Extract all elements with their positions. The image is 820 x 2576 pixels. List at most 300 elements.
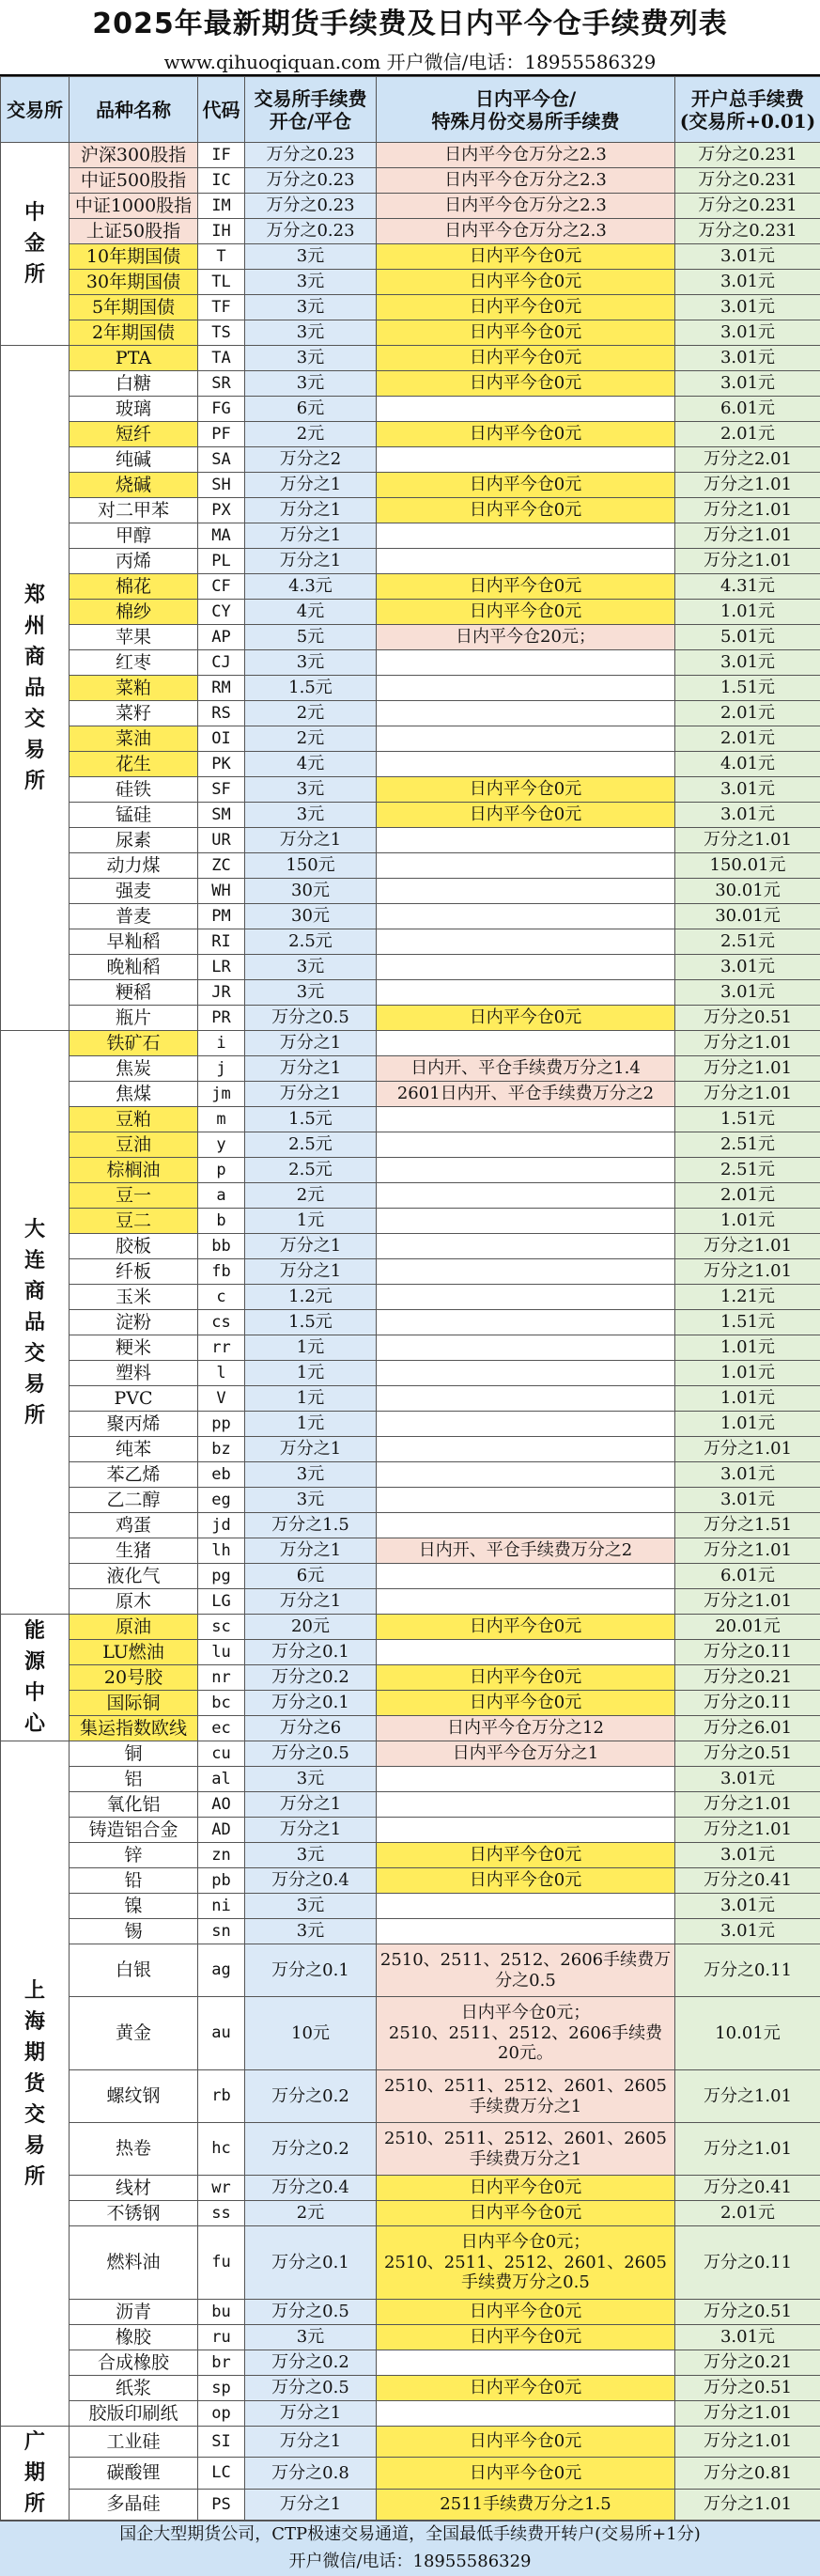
- total-fee: 1.51元: [675, 1107, 820, 1132]
- total-fee: 1.01元: [675, 1361, 820, 1386]
- intraday-fee: 日内平今仓0元: [377, 1691, 675, 1716]
- exchange-fee: 3元: [245, 270, 377, 295]
- product-code: LC: [198, 2458, 245, 2489]
- table-row: [1, 1767, 820, 1792]
- product-code: lu: [198, 1640, 245, 1665]
- footer-line-2: 开户微信/电话：18955586329: [288, 2549, 531, 2576]
- total-fee: 3.01元: [675, 371, 820, 397]
- table-row: [1, 498, 820, 523]
- product-name: 花生: [70, 752, 198, 777]
- exchange-fee: 万分之1.5: [245, 1513, 377, 1538]
- intraday-fee: 日内平今仓0元: [377, 244, 675, 270]
- intraday-fee: 2510、2511、2512、2601、2605手续费万分之1: [377, 2070, 675, 2123]
- total-fee: 3.01元: [675, 803, 820, 828]
- product-code: MA: [198, 523, 245, 549]
- total-fee: 3.01元: [675, 2325, 820, 2350]
- table-row: [1, 422, 820, 447]
- product-code: ZC: [198, 853, 245, 879]
- intraday-fee: 日内平今仓0元: [377, 1868, 675, 1894]
- product-name: 碳酸锂: [70, 2458, 198, 2489]
- intraday-fee: 日内开、平仓手续费万分之2: [377, 1538, 675, 1564]
- total-fee: 万分之0.231: [675, 143, 820, 168]
- table-row: [1, 1538, 820, 1564]
- exchange-fee: 1元: [245, 1209, 377, 1234]
- header-code: 代码: [198, 77, 245, 143]
- product-code: eg: [198, 1488, 245, 1513]
- intraday-fee: [377, 397, 675, 422]
- total-fee: 万分之0.51: [675, 2300, 820, 2325]
- exchange-fee: 3元: [245, 371, 377, 397]
- product-name: 螺纹钢: [70, 2070, 198, 2123]
- product-code: pb: [198, 1868, 245, 1894]
- exchange-fee: 万分之1: [245, 473, 377, 498]
- product-name: 塑料: [70, 1361, 198, 1386]
- product-code: PM: [198, 904, 245, 929]
- table-row: [1, 828, 820, 853]
- product-code: AO: [198, 1792, 245, 1818]
- total-fee: 万分之1.01: [675, 1259, 820, 1285]
- total-fee: 万分之6.01: [675, 1716, 820, 1741]
- table-row: [1, 1716, 820, 1741]
- exchange-fee: 1.5元: [245, 676, 377, 701]
- total-fee: 万分之0.231: [675, 219, 820, 244]
- product-name: 菜油: [70, 726, 198, 752]
- total-fee: 5.01元: [675, 625, 820, 650]
- total-fee: 万分之1.01: [675, 2401, 820, 2427]
- product-name: 纯碱: [70, 447, 198, 473]
- product-name: 玉米: [70, 1285, 198, 1310]
- exchange-fee: 万分之2: [245, 447, 377, 473]
- table-row: [1, 2350, 820, 2376]
- product-name: 热卷: [70, 2123, 198, 2176]
- total-fee: 万分之0.51: [675, 2376, 820, 2401]
- total-fee: 万分之0.11: [675, 1944, 820, 1997]
- exchange-fee: 1元: [245, 1386, 377, 1412]
- intraday-fee: 日内开、平仓手续费万分之1.4: [377, 1056, 675, 1082]
- product-code: p: [198, 1158, 245, 1183]
- table-row: [1, 346, 820, 371]
- product-name: 胶版印刷纸: [70, 2401, 198, 2427]
- intraday-fee: [377, 1234, 675, 1259]
- intraday-fee: [377, 1310, 675, 1335]
- product-code: a: [198, 1183, 245, 1209]
- product-code: al: [198, 1767, 245, 1792]
- product-name: 红枣: [70, 650, 198, 676]
- total-fee: 2.51元: [675, 1132, 820, 1158]
- total-fee: 万分之1.01: [675, 1589, 820, 1615]
- product-name: 粳米: [70, 1335, 198, 1361]
- intraday-fee: 日内平今仓0元: [377, 2458, 675, 2489]
- table-row: [1, 726, 820, 752]
- table-row: [1, 2226, 820, 2300]
- exchange-fee: 3元: [245, 1919, 377, 1944]
- header-intraday: 日内平今仓/ 特殊月份交易所手续费: [377, 77, 675, 143]
- table-row: [1, 1031, 820, 1056]
- exchange-fee: 万分之0.5: [245, 2376, 377, 2401]
- intraday-fee: [377, 1818, 675, 1843]
- product-name: 苯乙烯: [70, 1462, 198, 1488]
- table-row: [1, 1818, 820, 1843]
- total-fee: 2.01元: [675, 422, 820, 447]
- product-name: 上证50股指: [70, 219, 198, 244]
- table-row: [1, 1513, 820, 1538]
- exchange-fee: 3元: [245, 2325, 377, 2350]
- product-name: 菜籽: [70, 701, 198, 726]
- product-code: IM: [198, 194, 245, 219]
- total-fee: 3.01元: [675, 270, 820, 295]
- product-code: zn: [198, 1843, 245, 1868]
- intraday-fee: 日内平今仓0元； 2510、2511、2512、2606手续费20元。: [377, 1997, 675, 2070]
- exchange-cell: [1, 1031, 70, 1615]
- table-row: [1, 1285, 820, 1310]
- product-code: T: [198, 244, 245, 270]
- exchange-fee: 万分之0.2: [245, 2070, 377, 2123]
- exchange-fee: 万分之1: [245, 523, 377, 549]
- total-fee: 10.01元: [675, 1997, 820, 2070]
- product-name: 晚籼稻: [70, 955, 198, 980]
- table-row: [1, 701, 820, 726]
- fee-table: [0, 76, 820, 2521]
- table-row: [1, 904, 820, 929]
- intraday-fee: [377, 2350, 675, 2376]
- exchange-fee: 万分之0.2: [245, 2123, 377, 2176]
- table-row: [1, 676, 820, 701]
- intraday-fee: [377, 1513, 675, 1538]
- intraday-fee: [377, 447, 675, 473]
- table-row: [1, 1107, 820, 1132]
- product-name: 液化气: [70, 1564, 198, 1589]
- intraday-fee: 日内平今仓0元: [377, 1615, 675, 1640]
- product-code: TL: [198, 270, 245, 295]
- footer: [0, 2521, 820, 2576]
- product-code: nr: [198, 1665, 245, 1691]
- intraday-fee: [377, 1285, 675, 1310]
- exchange-fee: 3元: [245, 1767, 377, 1792]
- exchange-fee: 4.3元: [245, 574, 377, 600]
- table-row: [1, 168, 820, 194]
- product-name: 中证1000股指: [70, 194, 198, 219]
- intraday-fee: [377, 1361, 675, 1386]
- table-row: [1, 1589, 820, 1615]
- product-name: 原油: [70, 1615, 198, 1640]
- product-code: rr: [198, 1335, 245, 1361]
- product-code: PK: [198, 752, 245, 777]
- table-row: [1, 397, 820, 422]
- product-name: 不锈钢: [70, 2201, 198, 2226]
- product-name: 锌: [70, 1843, 198, 1868]
- intraday-fee: 日内平今仓0元: [377, 422, 675, 447]
- table-row: [1, 574, 820, 600]
- total-fee: 150.01元: [675, 853, 820, 879]
- exchange-fee: 万分之1: [245, 1056, 377, 1082]
- product-code: au: [198, 1997, 245, 2070]
- exchange-fee: 3元: [245, 777, 377, 803]
- product-code: pp: [198, 1412, 245, 1437]
- product-name: 黄金: [70, 1997, 198, 2070]
- total-fee: 万分之1.01: [675, 1818, 820, 1843]
- total-fee: 3.01元: [675, 980, 820, 1006]
- table-row: [1, 2201, 820, 2226]
- product-name: 镍: [70, 1894, 198, 1919]
- exchange-fee: 3元: [245, 955, 377, 980]
- table-row: [1, 600, 820, 625]
- product-name: 动力煤: [70, 853, 198, 879]
- product-code: br: [198, 2350, 245, 2376]
- intraday-fee: [377, 1259, 675, 1285]
- product-name: 2年期国债: [70, 320, 198, 346]
- product-code: fb: [198, 1259, 245, 1285]
- product-code: l: [198, 1361, 245, 1386]
- table-row: [1, 447, 820, 473]
- product-name: 纯苯: [70, 1437, 198, 1462]
- product-name: 胶板: [70, 1234, 198, 1259]
- intraday-fee: [377, 523, 675, 549]
- total-fee: 2.51元: [675, 929, 820, 955]
- table-row: [1, 625, 820, 650]
- product-code: m: [198, 1107, 245, 1132]
- intraday-fee: [377, 752, 675, 777]
- product-name: 聚丙烯: [70, 1412, 198, 1437]
- product-code: RS: [198, 701, 245, 726]
- product-code: SM: [198, 803, 245, 828]
- exchange-fee: 万分之1: [245, 2427, 377, 2458]
- exchange-fee: 1元: [245, 1412, 377, 1437]
- product-name: 10年期国债: [70, 244, 198, 270]
- exchange-fee: 3元: [245, 803, 377, 828]
- product-name: PVC: [70, 1386, 198, 1412]
- total-fee: 3.01元: [675, 1462, 820, 1488]
- exchange-fee: 万分之0.2: [245, 2350, 377, 2376]
- exchange-fee: 10元: [245, 1997, 377, 2070]
- total-fee: 万分之0.51: [675, 1006, 820, 1031]
- table-row: [1, 929, 820, 955]
- product-name: 沥青: [70, 2300, 198, 2325]
- table-row: [1, 1158, 820, 1183]
- total-fee: 6.01元: [675, 1564, 820, 1589]
- exchange-fee: 3元: [245, 244, 377, 270]
- intraday-fee: [377, 879, 675, 904]
- exchange-fee: 4元: [245, 752, 377, 777]
- exchange-name: 中金所: [23, 197, 46, 290]
- exchange-fee: 3元: [245, 1843, 377, 1868]
- table-row: [1, 371, 820, 397]
- total-fee: 1.01元: [675, 1335, 820, 1361]
- table-row: [1, 1462, 820, 1488]
- exchange-fee: 3元: [245, 295, 377, 320]
- product-code: eb: [198, 1462, 245, 1488]
- table-row: [1, 2123, 820, 2176]
- table-row: [1, 2427, 820, 2458]
- product-code: IF: [198, 143, 245, 168]
- product-name: 多晶硅: [70, 2489, 198, 2520]
- intraday-fee: [377, 1589, 675, 1615]
- product-code: b: [198, 1209, 245, 1234]
- total-fee: 万分之1.01: [675, 828, 820, 853]
- exchange-fee: 150元: [245, 853, 377, 879]
- fee-table-body: [1, 143, 820, 2521]
- exchange-fee: 万分之1: [245, 1082, 377, 1107]
- product-code: TA: [198, 346, 245, 371]
- product-name: 烧碱: [70, 473, 198, 498]
- total-fee: 万分之1.01: [675, 2123, 820, 2176]
- exchange-fee: 5元: [245, 625, 377, 650]
- product-name: LU燃油: [70, 1640, 198, 1665]
- product-name: 线材: [70, 2176, 198, 2201]
- product-code: LG: [198, 1589, 245, 1615]
- product-name: 豆一: [70, 1183, 198, 1209]
- product-name: 棕榈油: [70, 1158, 198, 1183]
- intraday-fee: 日内平今仓0元: [377, 320, 675, 346]
- header-total: 开户总手续费 (交易所+0.01): [675, 77, 820, 143]
- total-fee: 2.01元: [675, 701, 820, 726]
- exchange-fee: 1.5元: [245, 1310, 377, 1335]
- product-code: bu: [198, 2300, 245, 2325]
- product-code: bc: [198, 1691, 245, 1716]
- table-row: [1, 1335, 820, 1361]
- table-row: [1, 752, 820, 777]
- product-code: bb: [198, 1234, 245, 1259]
- product-code: op: [198, 2401, 245, 2427]
- intraday-fee: [377, 726, 675, 752]
- table-row: [1, 1386, 820, 1412]
- total-fee: 万分之1.01: [675, 1538, 820, 1564]
- total-fee: 1.51元: [675, 1310, 820, 1335]
- table-row: [1, 1741, 820, 1767]
- total-fee: 3.01元: [675, 650, 820, 676]
- exchange-name: 大连商品交易所: [23, 1214, 46, 1431]
- exchange-fee: 万分之0.23: [245, 219, 377, 244]
- intraday-fee: 日内平今仓0元: [377, 1843, 675, 1868]
- total-fee: 3.01元: [675, 295, 820, 320]
- header-exchange: 交易所: [1, 77, 70, 143]
- product-code: cs: [198, 1310, 245, 1335]
- intraday-fee: [377, 929, 675, 955]
- total-fee: 万分之1.01: [675, 1792, 820, 1818]
- product-code: RI: [198, 929, 245, 955]
- exchange-fee: 万分之1: [245, 549, 377, 574]
- product-name: 丙烯: [70, 549, 198, 574]
- product-code: hc: [198, 2123, 245, 2176]
- total-fee: 30.01元: [675, 904, 820, 929]
- total-fee: 万分之1.01: [675, 549, 820, 574]
- total-fee: 1.01元: [675, 600, 820, 625]
- total-fee: 万分之0.81: [675, 2458, 820, 2489]
- total-fee: 万分之0.51: [675, 1741, 820, 1767]
- table-row: [1, 2176, 820, 2201]
- product-name: 菜粕: [70, 676, 198, 701]
- exchange-cell: [1, 2427, 70, 2521]
- exchange-fee: 3元: [245, 320, 377, 346]
- intraday-fee: [377, 2401, 675, 2427]
- product-name: 5年期国债: [70, 295, 198, 320]
- exchange-fee: 万分之0.1: [245, 2226, 377, 2300]
- product-name: 铜: [70, 1741, 198, 1767]
- exchange-fee: 万分之1: [245, 1437, 377, 1462]
- table-row: [1, 1615, 820, 1640]
- product-code: CJ: [198, 650, 245, 676]
- product-name: 白糖: [70, 371, 198, 397]
- product-name: 粳稻: [70, 980, 198, 1006]
- product-code: fu: [198, 2226, 245, 2300]
- total-fee: 万分之1.01: [675, 1234, 820, 1259]
- header-product: 品种名称: [70, 77, 198, 143]
- product-name: 原木: [70, 1589, 198, 1615]
- product-name: 合成橡胶: [70, 2350, 198, 2376]
- product-name: 生猪: [70, 1538, 198, 1564]
- product-name: 棉花: [70, 574, 198, 600]
- intraday-fee: 2510、2511、2512、2606手续费万分之0.5: [377, 1944, 675, 1997]
- intraday-fee: 日内平今仓万分之1: [377, 1741, 675, 1767]
- product-code: pg: [198, 1564, 245, 1589]
- table-row: [1, 219, 820, 244]
- title-block: [0, 0, 820, 76]
- exchange-fee: 万分之1: [245, 498, 377, 523]
- exchange-fee: 2元: [245, 422, 377, 447]
- table-row: [1, 1183, 820, 1209]
- product-code: OI: [198, 726, 245, 752]
- total-fee: 2.01元: [675, 1183, 820, 1209]
- exchange-fee: 2元: [245, 701, 377, 726]
- exchange-fee: 万分之1: [245, 2401, 377, 2427]
- exchange-fee: 1.5元: [245, 1107, 377, 1132]
- exchange-fee: 2元: [245, 2201, 377, 2226]
- exchange-fee: 万分之0.1: [245, 1691, 377, 1716]
- intraday-fee: [377, 853, 675, 879]
- intraday-fee: 日内平今仓0元； 2510、2511、2512、2601、2605手续费万分之0.5: [377, 2226, 675, 2300]
- product-code: wr: [198, 2176, 245, 2201]
- exchange-fee: 万分之1: [245, 1818, 377, 1843]
- table-row: [1, 2458, 820, 2489]
- total-fee: 3.01元: [675, 777, 820, 803]
- exchange-fee: 万分之0.2: [245, 1665, 377, 1691]
- header-fee: 交易所手续费 开仓/平仓: [245, 77, 377, 143]
- total-fee: 万分之0.11: [675, 2226, 820, 2300]
- product-name: 短纤: [70, 422, 198, 447]
- intraday-fee: [377, 1919, 675, 1944]
- product-name: PTA: [70, 346, 198, 371]
- total-fee: 万分之1.01: [675, 523, 820, 549]
- total-fee: 3.01元: [675, 955, 820, 980]
- total-fee: 万分之1.01: [675, 2427, 820, 2458]
- table-row: [1, 1437, 820, 1462]
- product-name: 集运指数欧线: [70, 1716, 198, 1741]
- table-row: [1, 1944, 820, 1997]
- table-row: [1, 650, 820, 676]
- exchange-fee: 3元: [245, 1894, 377, 1919]
- exchange-name: 能源中心: [23, 1616, 46, 1740]
- exchange-fee: 6元: [245, 1564, 377, 1589]
- product-code: PS: [198, 2489, 245, 2520]
- exchange-fee: 3元: [245, 1462, 377, 1488]
- product-name: 豆粕: [70, 1107, 198, 1132]
- total-fee: 1.21元: [675, 1285, 820, 1310]
- product-name: 硅铁: [70, 777, 198, 803]
- total-fee: 万分之0.231: [675, 168, 820, 194]
- product-name: 强麦: [70, 879, 198, 904]
- table-row: [1, 473, 820, 498]
- intraday-fee: 2510、2511、2512、2601、2605手续费万分之1: [377, 2123, 675, 2176]
- exchange-cell: [1, 346, 70, 1031]
- exchange-fee: 30元: [245, 904, 377, 929]
- exchange-fee: 2.5元: [245, 1132, 377, 1158]
- product-code: FG: [198, 397, 245, 422]
- table-row: [1, 1259, 820, 1285]
- exchange-fee: 万分之0.4: [245, 1868, 377, 1894]
- product-code: j: [198, 1056, 245, 1082]
- intraday-fee: 日内平今仓0元: [377, 498, 675, 523]
- total-fee: 2.01元: [675, 2201, 820, 2226]
- total-fee: 30.01元: [675, 879, 820, 904]
